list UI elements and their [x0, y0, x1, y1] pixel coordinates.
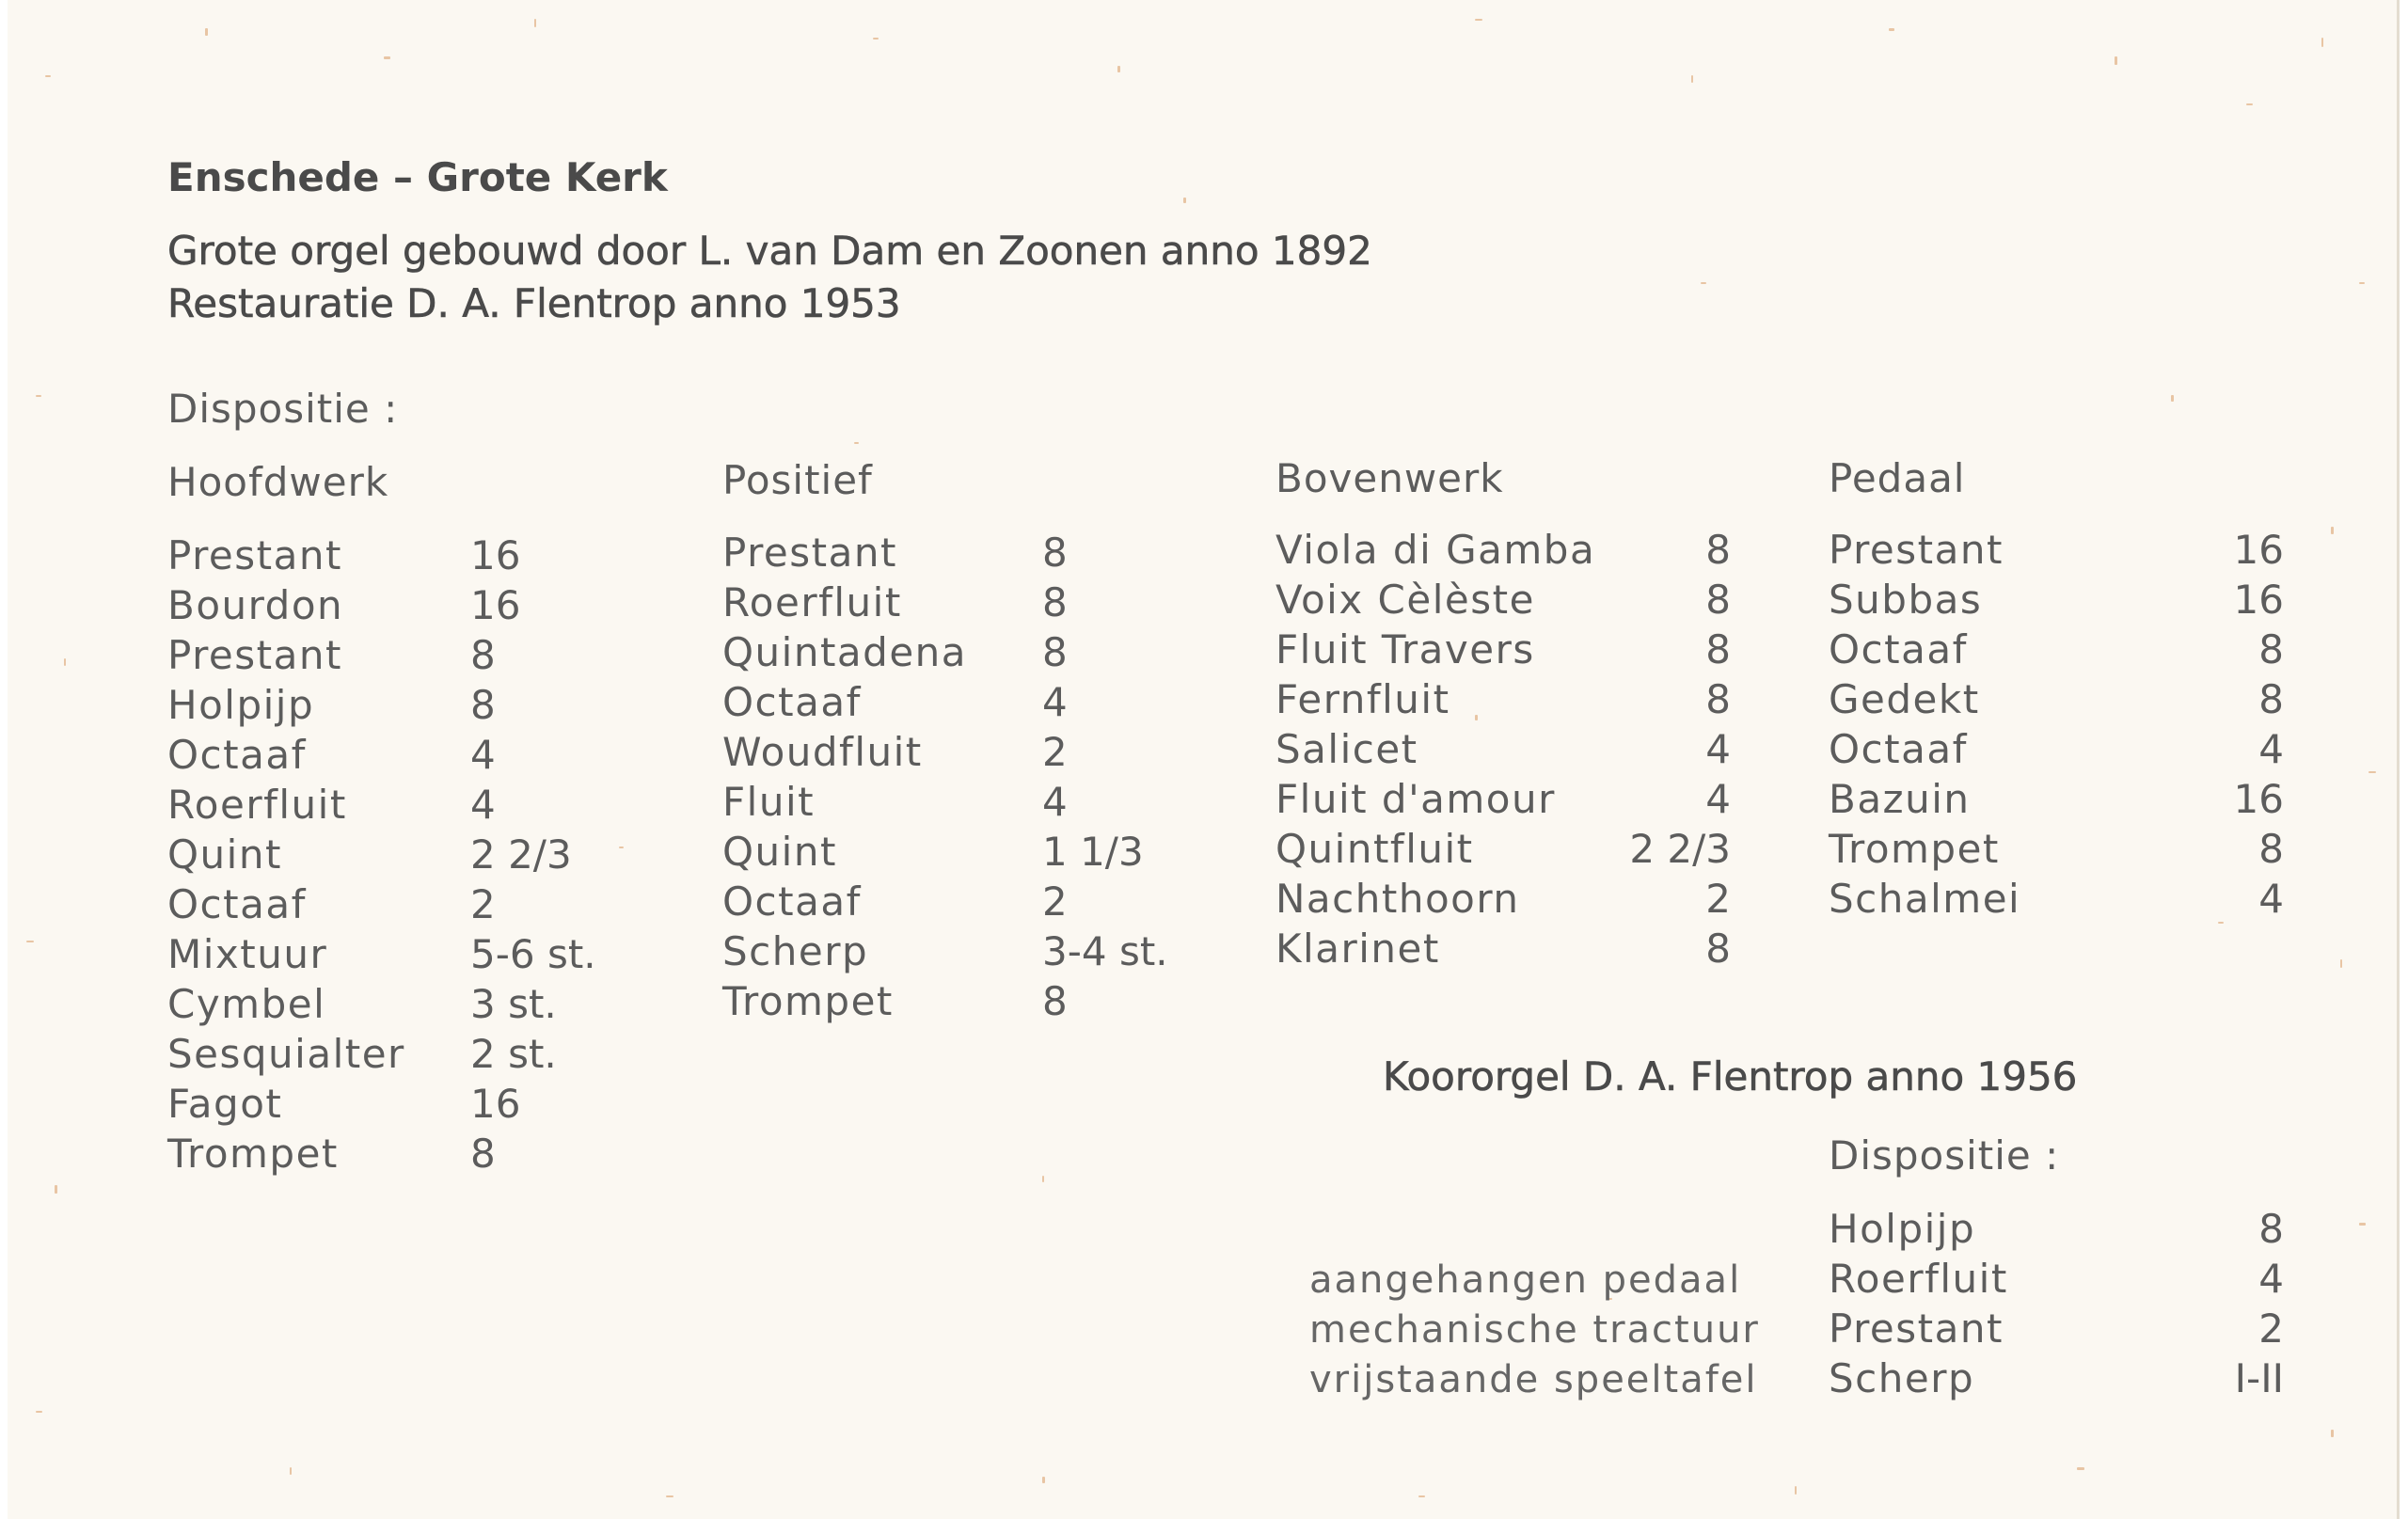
paper-fleck — [2331, 1430, 2334, 1437]
stop-footage: 3 st. — [470, 981, 557, 1027]
stop-footage: 4 — [2258, 726, 2284, 772]
stop-footage: 8 — [1042, 530, 1068, 576]
stop-name: Voix Cèlèste — [1275, 577, 1535, 623]
stop-footage: 4 — [1705, 776, 1731, 822]
subtitle-line-1: Grote orgel gebouwd door L. van Dam en Zoonen anno 1892 — [167, 228, 1372, 274]
stop-name: Quintfluit — [1275, 826, 1474, 872]
stop-footage: 4 — [1705, 726, 1731, 772]
koororgel-stop-name: Roerfluit — [1829, 1256, 2008, 1302]
stop-name: Quint — [722, 829, 837, 875]
stop-name: Salicet — [1275, 726, 1418, 772]
paper-fleck — [1183, 198, 1186, 203]
division-heading-bovenwerk: Bovenwerk — [1275, 455, 1504, 501]
paper-fleck — [2171, 395, 2174, 402]
stop-footage: 2 st. — [470, 1031, 557, 1077]
stop-footage: 1 1/3 — [1042, 829, 1144, 875]
koororgel-stop-footage: 4 — [2258, 1256, 2284, 1302]
paper-fleck — [384, 56, 390, 59]
stop-name: Prestant — [167, 532, 342, 578]
paper-fleck — [2115, 56, 2117, 65]
stop-footage: 4 — [1042, 679, 1068, 725]
paper-fleck — [1701, 282, 1706, 284]
paper-fleck — [1042, 1477, 1045, 1483]
stop-footage: 16 — [2233, 527, 2284, 573]
stop-footage: 2 — [1042, 878, 1068, 925]
card-title: Enschede – Grote Kerk — [167, 154, 668, 200]
koororgel-stop-footage: 8 — [2258, 1206, 2284, 1252]
paper-fleck — [36, 395, 41, 397]
paper-fleck — [2077, 1467, 2084, 1470]
stop-name: Octaaf — [1829, 626, 1968, 672]
stop-footage: 2 — [1042, 729, 1068, 775]
stop-name: Bourdon — [167, 582, 344, 628]
stop-footage: 16 — [470, 532, 521, 578]
stop-footage: 8 — [470, 1131, 496, 1177]
paper-fleck — [1418, 1495, 1425, 1497]
paper-fleck — [55, 1185, 57, 1194]
division-heading-pedaal: Pedaal — [1829, 455, 1966, 501]
stop-name: Scherp — [722, 928, 869, 974]
paper-fleck — [2331, 527, 2334, 534]
stop-name: Klarinet — [1275, 926, 1440, 972]
paper-fleck — [36, 1411, 42, 1413]
paper-fleck — [2321, 38, 2323, 47]
paper-fleck — [290, 1467, 292, 1475]
koororgel-stop-name: Holpijp — [1829, 1206, 1976, 1252]
stop-footage: 16 — [2233, 577, 2284, 623]
stop-name: Octaaf — [722, 878, 862, 925]
paper-fleck — [1042, 1176, 1044, 1182]
paper-fleck — [205, 28, 208, 36]
stop-footage: 8 — [1042, 579, 1068, 625]
stop-footage: 5-6 st. — [470, 931, 596, 977]
paper-fleck — [1475, 19, 1482, 21]
stop-name: Quintadena — [722, 629, 968, 675]
stop-name: Gedekt — [1829, 676, 1980, 722]
stop-name: Prestant — [1829, 527, 2004, 573]
koororgel-note: mechanische tractuur — [1309, 1308, 1760, 1352]
stop-footage: 2 2/3 — [470, 831, 572, 878]
koororgel-stop-footage: I-II — [2234, 1355, 2284, 1401]
stop-name: Roerfluit — [167, 782, 347, 828]
stop-name: Woudfluit — [722, 729, 923, 775]
stop-footage: 8 — [2258, 626, 2284, 672]
stop-footage: 16 — [470, 1081, 521, 1127]
stop-name: Trompet — [167, 1131, 339, 1177]
stop-name: Fernfluit — [1275, 676, 1450, 722]
paper-fleck — [1889, 28, 1894, 31]
koororgel-dispositie-label: Dispositie : — [1829, 1132, 2060, 1179]
division-heading-positief: Positief — [722, 457, 873, 503]
paper-fleck — [2246, 103, 2253, 105]
stop-footage: 8 — [1705, 577, 1731, 623]
stop-footage: 16 — [470, 582, 521, 628]
stop-name: Holpijp — [167, 682, 315, 728]
stop-footage: 8 — [1705, 926, 1731, 972]
stop-name: Octaaf — [722, 679, 862, 725]
paper-fleck — [854, 442, 859, 444]
stop-name: Bazuin — [1829, 776, 1971, 822]
stop-name: Viola di Gamba — [1275, 527, 1596, 573]
stop-name: Trompet — [1829, 826, 2000, 872]
paper-fleck — [666, 1495, 673, 1497]
stop-footage: 8 — [1705, 626, 1731, 672]
disposition-card — [8, 0, 2400, 1519]
stop-footage: 8 — [1042, 978, 1068, 1024]
stop-footage: 16 — [2233, 776, 2284, 822]
stop-name: Mixtuur — [167, 931, 328, 977]
stop-name: Cymbel — [167, 981, 326, 1027]
koororgel-stop-footage: 2 — [2258, 1305, 2284, 1352]
koororgel-stop-name: Prestant — [1829, 1305, 2004, 1352]
paper-fleck — [619, 847, 624, 848]
stop-footage: 8 — [1705, 527, 1731, 573]
stop-name: Fluit d'amour — [1275, 776, 1556, 822]
stop-name: Schalmei — [1829, 876, 2021, 922]
stop-name: Octaaf — [167, 881, 307, 927]
paper-fleck — [534, 19, 536, 27]
paper-fleck — [2340, 959, 2342, 968]
paper-fleck — [1475, 715, 1478, 720]
stop-footage: 4 — [470, 732, 496, 778]
stop-footage: 2 — [470, 881, 496, 927]
paper-fleck — [64, 658, 66, 666]
paper-fleck — [1795, 1486, 1797, 1495]
stop-footage: 4 — [470, 782, 496, 828]
stop-footage: 8 — [470, 632, 496, 678]
paper-fleck — [2368, 771, 2376, 773]
stop-name: Roerfluit — [722, 579, 902, 625]
paper-fleck — [2359, 282, 2365, 284]
stop-name: Fluit — [722, 779, 816, 825]
stop-name: Octaaf — [167, 732, 307, 778]
stop-name: Fluit Travers — [1275, 626, 1535, 672]
paper-fleck — [45, 75, 51, 77]
stop-footage: 8 — [2258, 676, 2284, 722]
koororgel-title: Koororgel D. A. Flentrop anno 1956 — [1383, 1053, 2078, 1100]
division-heading-hoofdwerk: Hoofdwerk — [167, 459, 389, 505]
stop-name: Fagot — [167, 1081, 283, 1127]
stop-name: Octaaf — [1829, 726, 1968, 772]
stop-name: Prestant — [167, 632, 342, 678]
paper-fleck — [1691, 75, 1693, 83]
paper-fleck — [26, 941, 34, 942]
stop-name: Quint — [167, 831, 282, 878]
stop-footage: 2 2/3 — [1629, 826, 1731, 872]
stop-footage: 4 — [2258, 876, 2284, 922]
koororgel-stop-name: Scherp — [1829, 1355, 1975, 1401]
stop-name: Sesquialter — [167, 1031, 405, 1077]
stop-footage: 8 — [2258, 826, 2284, 872]
koororgel-note: aangehangen pedaal — [1309, 1258, 1742, 1302]
paper-fleck — [1117, 66, 1120, 72]
stop-footage: 8 — [1042, 629, 1068, 675]
stop-footage: 8 — [470, 682, 496, 728]
dispositie-label: Dispositie : — [167, 386, 399, 432]
subtitle-line-2: Restauratie D. A. Flentrop anno 1953 — [167, 280, 901, 326]
stop-footage: 3-4 st. — [1042, 928, 1168, 974]
stop-footage: 2 — [1705, 876, 1731, 922]
stop-name: Subbas — [1829, 577, 1983, 623]
paper-fleck — [2359, 1223, 2366, 1226]
stop-footage: 4 — [1042, 779, 1068, 825]
paper-fleck — [2218, 922, 2224, 924]
koororgel-note: vrijstaande speeltafel — [1309, 1358, 1758, 1401]
stop-name: Nachthoorn — [1275, 876, 1520, 922]
stop-name: Prestant — [722, 530, 897, 576]
stop-name: Trompet — [722, 978, 894, 1024]
paper-fleck — [873, 38, 879, 40]
stop-footage: 8 — [1705, 676, 1731, 722]
